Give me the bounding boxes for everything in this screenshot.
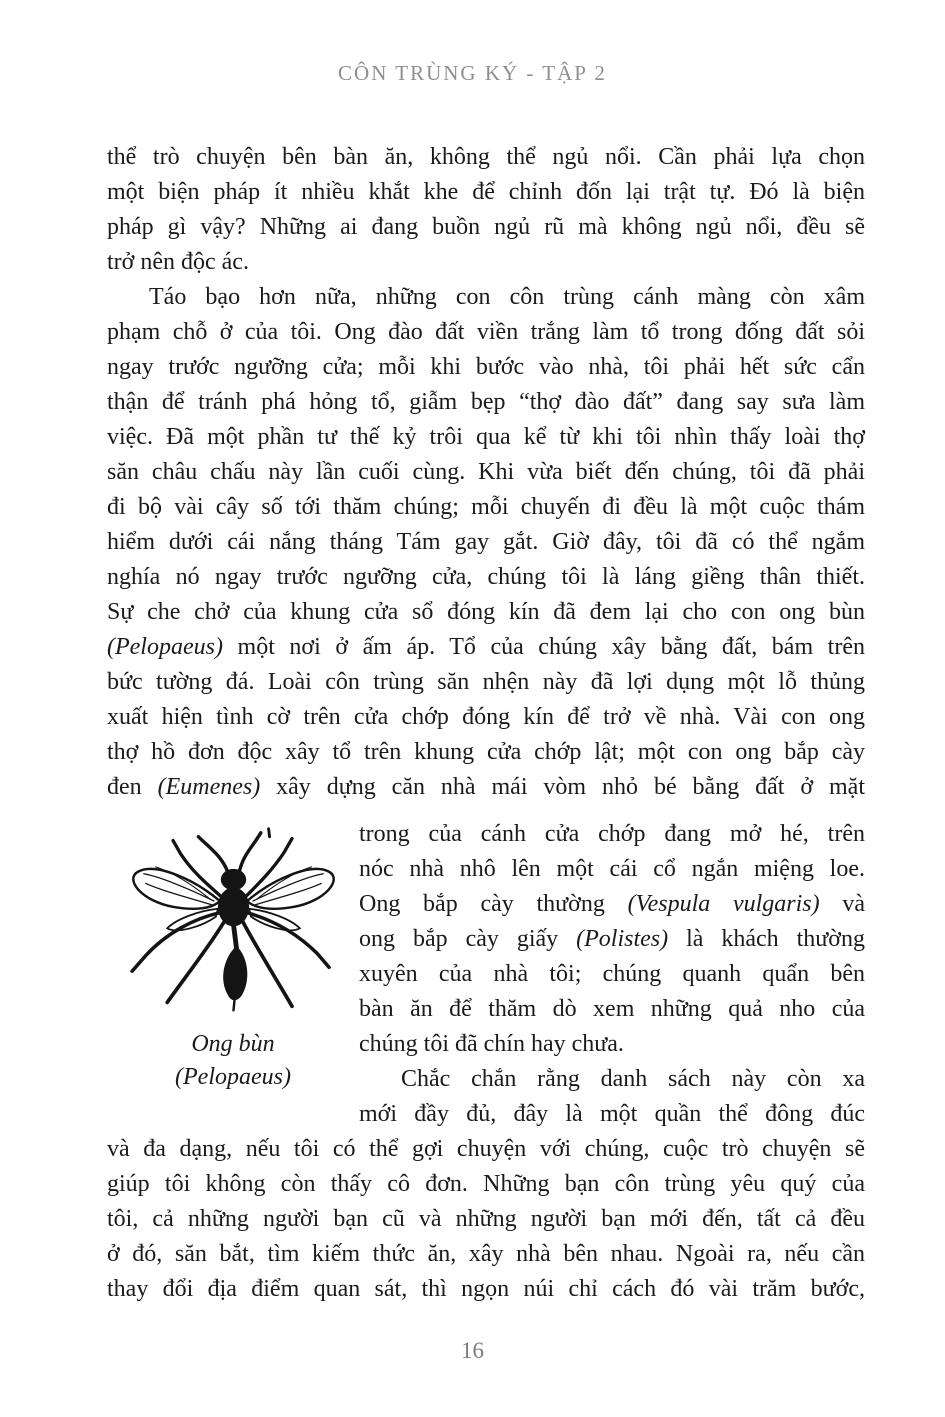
text-segment: ong bắp cày giấy [359, 926, 577, 952]
text-line [107, 210, 865, 245]
text-segment: đi bộ vài cây số tới thăm chúng; mỗi chuyến đi đều là một cuộc thám [107, 494, 865, 520]
text-segment: trong của cánh cửa chớp đang mở hé, trên [359, 821, 865, 847]
text-line [359, 922, 865, 957]
text-segment: nghía nó ngay trước ngưỡng cửa, chúng tôi là láng giềng thân thiết. [107, 564, 865, 590]
text-segment: hiểm dưới cái nắng tháng Tám gay gắt. Giờ đây, tôi đã có thể ngắm [107, 529, 865, 555]
text-segment: một nơi ở ấm áp. Tổ của chúng xây bằng đất, bám trên [222, 634, 865, 660]
page-number: 16 [461, 1338, 484, 1363]
text-line [107, 560, 865, 595]
text-segment: Ong bắp cày thường [359, 891, 628, 917]
text-segment: việc. Đã một phần tư thế kỷ trôi qua kể từ khi tôi nhìn thấy loài thợ [107, 424, 865, 450]
text-line [107, 1237, 865, 1272]
text-segment: một biện pháp ít nhiều khắt khe để chỉnh đốn lại trật tự. Đó là biện [107, 179, 865, 205]
text-segment: xuất hiện tình cờ trên cửa chớp đóng kín để trở về nhà. Vài con ong [107, 704, 865, 730]
text-line [359, 817, 865, 852]
text-segment: bức tường đá. Loài côn trùng săn nhện này đã lợi dụng một lỗ thủng [107, 669, 865, 695]
text-line [107, 420, 865, 455]
text-segment: Chắc chắn rằng danh sách này còn xa [401, 1066, 865, 1092]
bottom-text-block [107, 1132, 865, 1307]
text-line [107, 490, 865, 525]
text-segment: nóc nhà nhô lên một cái cổ ngắn miệng loe. [359, 856, 865, 882]
text-line [107, 315, 865, 350]
figure-and-wrap-section [107, 817, 865, 1132]
text-line [107, 385, 865, 420]
text-segment: giúp tôi không còn thấy cô đơn. Những bạn côn trùng yêu quý của [107, 1171, 865, 1197]
wasp-line-drawing-icon [116, 823, 351, 1018]
text-line [107, 525, 865, 560]
text-line [107, 280, 865, 315]
text-segment: thay đổi địa điểm quan sát, thì ngọn núi chỉ cách đó vài trăm bước, [107, 1276, 865, 1302]
top-text-block [107, 140, 865, 805]
species-name-italic: (Vespula vulgaris) [627, 891, 820, 917]
figure [107, 817, 359, 1132]
text-line [107, 1167, 865, 1202]
text-line [359, 887, 865, 922]
figure-caption-line-1: Ong bùn [191, 1031, 275, 1057]
text-segment: Táo bạo hơn nữa, những con côn trùng cánh màng còn xâm [149, 284, 865, 310]
text-line [107, 595, 865, 630]
species-name-italic: (Pelopaeus) [107, 634, 223, 660]
text-segment: phạm chỗ ở của tôi. Ong đào đất viền trắng làm tổ trong đống đất sỏi [107, 319, 865, 345]
text-segment: săn châu chấu này lần cuối cùng. Khi vừa biết đến chúng, tôi đã phải [107, 459, 865, 485]
text-line [107, 770, 865, 805]
text-segment: ngay trước ngưỡng cửa; mỗi khi bước vào nhà, tôi phải hết sức cẩn [107, 354, 865, 380]
text-line [107, 245, 865, 280]
text-segment: tôi, cả những người bạn cũ và những người bạn mới đến, tất cả đều [107, 1206, 865, 1232]
text-line [107, 1132, 865, 1167]
text-line [359, 957, 865, 992]
running-head: CÔN TRÙNG KÝ - TẬP 2 [338, 61, 607, 85]
text-segment: đen [107, 774, 158, 800]
text-segment: thợ hồ đơn độc xây tổ trên khung cửa chớp lật; một con ong bắp cày [107, 739, 865, 765]
text-segment: bàn ăn để thăm dò xem những quả nho của [359, 996, 865, 1022]
text-line [359, 852, 865, 887]
text-line [107, 1202, 865, 1237]
text-segment: xây dựng căn nhà mái vòm nhỏ bé bằng đất ở mặt [260, 774, 866, 800]
text-segment: chúng tôi đã chín hay chưa. [359, 1031, 624, 1057]
text-line [107, 665, 865, 700]
text-line [107, 175, 865, 210]
text-line [359, 1027, 865, 1062]
text-segment: ở đó, săn bắt, tìm kiếm thức ăn, xây nhà bên nhau. Ngoài ra, nếu cần [107, 1241, 865, 1267]
text-segment: là khách thường [668, 926, 866, 952]
text-segment: trở nên độc ác. [107, 249, 249, 275]
text-line [359, 992, 865, 1027]
text-segment: pháp gì vậy? Những ai đang buồn ngủ rũ mà không ngủ nổi, đều sẽ [107, 214, 865, 240]
text-segment: và [819, 891, 866, 917]
text-segment: Sự che chở của khung cửa sổ đóng kín đã đem lại cho con ong bùn [107, 599, 865, 625]
text-line [107, 630, 865, 665]
text-line [107, 700, 865, 735]
text-segment: thận để tránh phá hỏng tổ, giẫm bẹp “thợ đào đất” đang say sưa làm [107, 389, 865, 415]
text-line [359, 1062, 865, 1097]
species-name-italic: (Polistes) [576, 926, 669, 952]
wrap-text-block [359, 817, 865, 1132]
figure-caption-line-2: (Pelopaeus) [175, 1064, 291, 1090]
figure-caption [107, 1028, 359, 1094]
text-segment: mới đầy đủ, đây là một quần thể đông đúc [359, 1101, 865, 1127]
text-line [107, 735, 865, 770]
text-line [107, 1272, 865, 1307]
text-segment: thể trò chuyện bên bàn ăn, không thể ngủ nổi. Cần phải lựa chọn [107, 144, 865, 170]
text-line [107, 140, 865, 175]
text-line [359, 1097, 865, 1132]
text-line [107, 350, 865, 385]
text-segment: và đa dạng, nếu tôi có thể gợi chuyện với chúng, cuộc trò chuyện sẽ [107, 1136, 865, 1162]
text-line [107, 455, 865, 490]
species-name-italic: (Eumenes) [157, 774, 261, 800]
text-segment: xuyên của nhà tôi; chúng quanh quẩn bên [359, 961, 865, 987]
